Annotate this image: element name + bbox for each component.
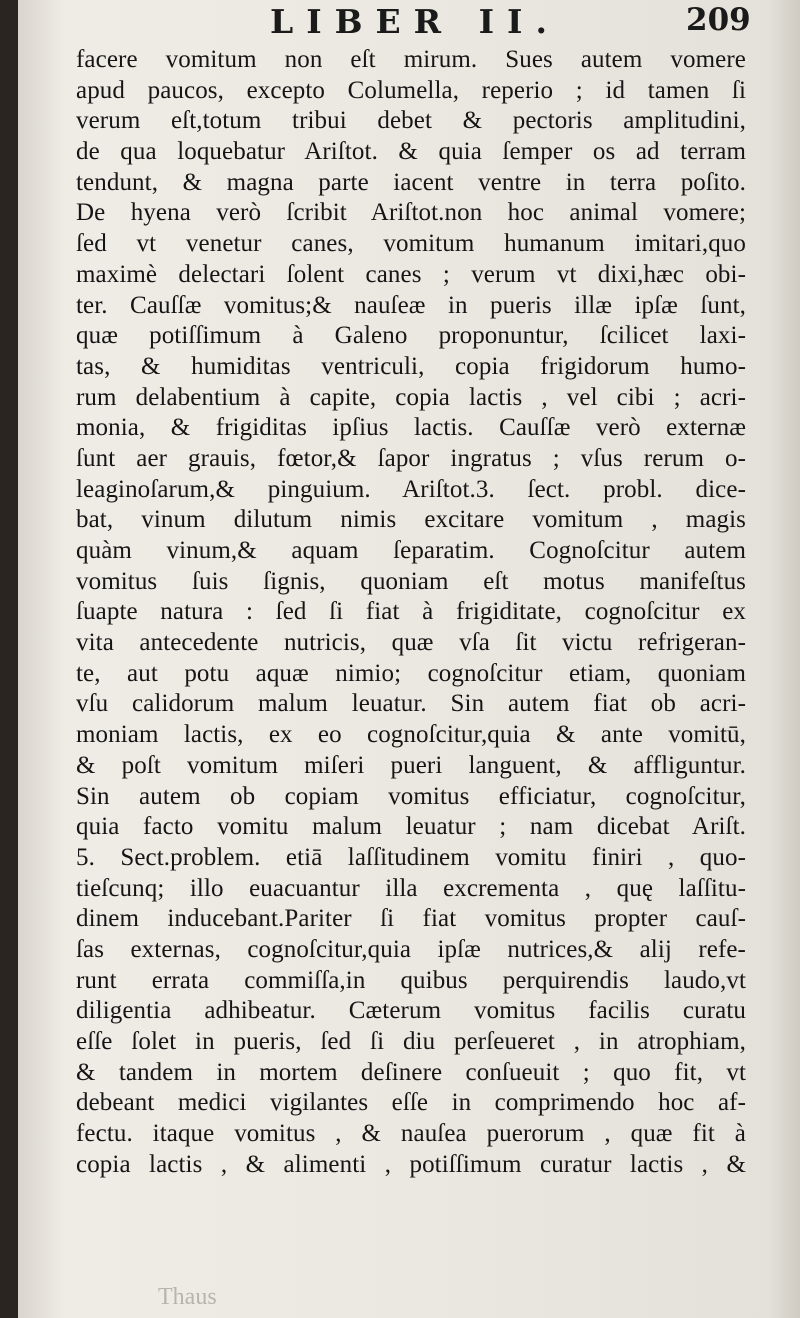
book-page <box>18 0 800 1318</box>
running-title: LIBER II. <box>270 2 560 41</box>
text-line: diligentia adhibeatur. Cæterum vomitus facilis curatu <box>76 997 746 1025</box>
text-line: fectu. itaque vomitus , & nauſea puerorum , quæ fit à <box>76 1120 746 1148</box>
text-line: tieſcunq; illo euacuantur illa excrementa , quę laſſitu- <box>76 874 746 902</box>
text-line: quàm vinum,& aquam ſeparatim. Cognoſcitur autem <box>76 537 746 564</box>
text-line: ſunt aer grauis, fœtor,& ſapor ingratus ; vſus rerum o- <box>76 444 746 472</box>
text-line: maximè delectari ſolent canes ; verum vt dixi,hæc obi- <box>76 260 746 288</box>
body-text <box>76 45 746 1180</box>
text-line: rum delabentium à capite, copia lactis , vel cibi ; acri- <box>76 383 746 411</box>
text-line: Sin autem ob copiam vomitus efficiatur, cognoſcitur, <box>76 782 746 810</box>
text-line: te, aut potu aquæ nimio; cognoſcitur etiam, quoniam <box>76 659 746 687</box>
text-line: & poſt vomitum miſeri pueri languent, & affliguntur. <box>76 751 746 779</box>
text-line: vita antecedente nutricis, quæ vſa ſit victu refrigeran- <box>76 629 746 657</box>
text-line: ſuapte natura : ſed ſi fiat à frigiditate, cognoſcitur ex <box>76 598 746 626</box>
page-number: 209 <box>686 2 751 38</box>
text-line: de qua loquebatur Ariſtot. & quia ſemper os ad terram <box>76 138 746 166</box>
text-line: monia, & frigiditas ipſius lactis. Cauſſæ verò externæ <box>76 414 746 442</box>
text-line: & tandem in mortem deſinere conſueuit ; quo fit, vt <box>76 1058 746 1086</box>
text-line: bat, vinum dilutum nimis excitare vomitum , magis <box>76 506 746 534</box>
text-line: vomitus ſuis ſignis, quoniam eſt motus manifeſtus <box>76 567 746 595</box>
text-line: facere vomitum non eſt mirum. Sues autem vomere <box>76 46 746 73</box>
text-line: debeant medici vigilantes eſſe in comprimendo hoc af- <box>76 1089 746 1117</box>
text-line: tas, & humiditas ventriculi, copia frigidorum humo- <box>76 352 746 380</box>
text-line: quia facto vomitu malum leuatur ; nam dicebat Ariſt. <box>76 813 746 841</box>
text-line: ſed vt venetur canes, vomitum humanum imitari,quo <box>76 230 746 258</box>
text-line: ſas externas, cognoſcitur,quia ipſæ nutrices,& alij refe- <box>76 935 746 963</box>
text-line: eſſe ſolet in pueris, ſed ſi diu perſeueret , in atrophiam, <box>76 1028 746 1055</box>
text-line: ter. Cauſſæ vomitus;& nauſeæ in pueris illæ ipſæ ſunt, <box>76 291 746 319</box>
text-line: dinem inducebant.Pariter ſi fiat vomitus propter cauſ- <box>76 905 746 933</box>
text-line: 5. Sect.problem. etiā laſſitudinem vomitu finiri , quo- <box>76 843 746 871</box>
text-line: verum eſt,totum tribui debet & pectoris amplitudini, <box>76 107 746 135</box>
text-line: copia lactis , & alimenti , potiſſimum curatur lactis , & <box>76 1150 746 1178</box>
page-header <box>18 2 800 40</box>
text-line: runt errata commiſſa,in quibus perquirendis laudo,vt <box>76 966 746 994</box>
text-line: leaginoſarum,& pinguium. Ariſtot.3. ſect. probl. dice- <box>76 475 746 503</box>
text-line: De hyena verò ſcribit Ariſtot.non hoc animal vomere; <box>76 199 746 227</box>
text-line: apud paucos, excepto Columella, reperio ; id tamen ſi <box>76 76 746 104</box>
text-line: quæ potiſſimum à Galeno proponuntur, ſcilicet laxi- <box>76 322 746 350</box>
show-through-text: Thaus <box>158 1284 217 1310</box>
text-line: moniam lactis, ex eo cognoſcitur,quia & ante vomitū, <box>76 721 746 749</box>
text-line: vſu calidorum malum leuatur. Sin autem fiat ob acri- <box>76 690 746 718</box>
text-line: tendunt, & magna parte iacent ventre in terra poſito. <box>76 168 746 196</box>
